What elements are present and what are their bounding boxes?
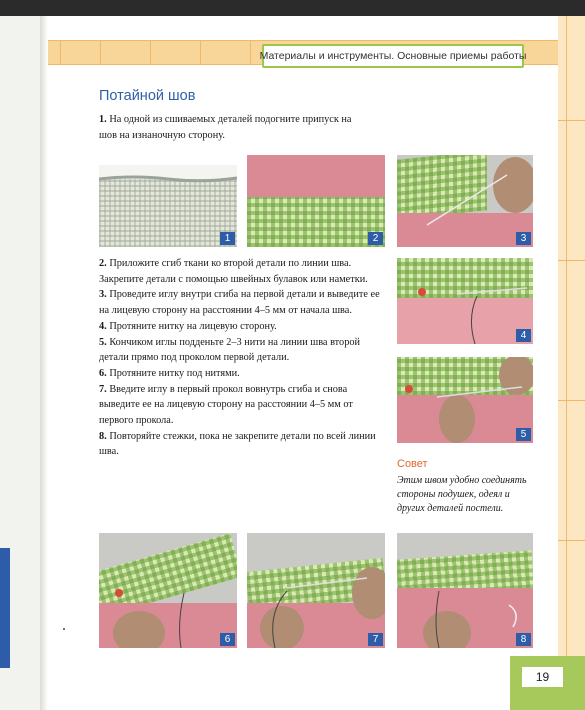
top-edge xyxy=(0,0,585,16)
grid-line xyxy=(566,16,567,656)
photo-1 xyxy=(99,165,237,247)
step-1 xyxy=(99,112,369,143)
step-number: 1. xyxy=(99,114,107,125)
step-number: 8. xyxy=(99,430,107,442)
photo-8 xyxy=(397,533,533,648)
step-text: Протяните нитку под нитями. xyxy=(109,367,240,379)
grid-line xyxy=(60,40,61,64)
tip-title: Совет xyxy=(397,458,428,470)
step-number: 4. xyxy=(99,320,107,332)
step-7 xyxy=(99,382,384,429)
grid-line xyxy=(558,120,585,121)
photo-2 xyxy=(247,155,385,247)
photo-3 xyxy=(397,155,533,247)
steps-list xyxy=(99,256,384,460)
step-text: Введите иглу в первый прокол вовнутрь сгиба и снова выведите ее на лицевую сторону на расстоянии 4–5 мм от первого прокола. xyxy=(99,383,353,427)
step-number: 3. xyxy=(99,289,107,301)
step-2 xyxy=(99,256,384,287)
left-page-edge xyxy=(0,16,47,710)
print-speck xyxy=(63,628,65,630)
photo-7 xyxy=(247,533,385,648)
step-text: На одной из сшиваемых деталей подогните припуск на шов на изнаночную сторону. xyxy=(99,114,352,141)
page-number: 19 xyxy=(522,667,563,687)
photo-number-badge: 1 xyxy=(220,232,235,245)
grid-line xyxy=(558,540,585,541)
photo-number-badge: 8 xyxy=(516,633,531,646)
step-text: Кончиком иглы подденьте 2–3 нити на линии шва второй детали прямо под проколом первой детали. xyxy=(99,336,361,364)
tip-text: Этим швом удобно соединять стороны подушек, одеял и других деталей постели. xyxy=(397,475,527,514)
step-number: 5. xyxy=(99,336,107,348)
step-text: Проведите иглу внутри сгиба на первой детали и выведите ее на лицевую сторону на расстоянии 4–5 мм от начала шва. xyxy=(99,289,380,317)
photo-6 xyxy=(99,533,237,648)
step-6 xyxy=(99,366,384,382)
grid-line xyxy=(46,40,558,41)
step-text: Повторяйте стежки, пока не закрепите детали по всей линии шва. xyxy=(99,430,376,458)
photo-4 xyxy=(397,258,533,344)
grid-line xyxy=(150,40,151,64)
step-5 xyxy=(99,335,384,366)
grid-line xyxy=(558,260,585,261)
step-text: Протяните нитку на лицевую сторону. xyxy=(109,320,277,332)
step-number: 6. xyxy=(99,367,107,379)
left-page-badge xyxy=(0,548,10,668)
photo-number-badge: 4 xyxy=(516,329,531,342)
step-number: 2. xyxy=(99,258,107,269)
section-title: Материалы и инструменты. Основные приемы работы xyxy=(259,50,527,62)
photo-5 xyxy=(397,357,533,443)
grid-line xyxy=(100,40,101,64)
step-number: 7. xyxy=(99,383,107,395)
grid-line xyxy=(250,40,251,64)
photo-number-badge: 5 xyxy=(516,428,531,441)
step-8 xyxy=(99,429,384,460)
step-3 xyxy=(99,287,384,318)
grid-line xyxy=(200,40,201,64)
page-title: Потайной шов xyxy=(99,88,196,104)
step-text: Приложите сгиб ткани ко второй детали по линии шва. Закрепите детали с помощью швейных булавок или наметки. xyxy=(99,258,368,285)
grid-line xyxy=(558,400,585,401)
photo-number-badge: 3 xyxy=(516,232,531,245)
section-header xyxy=(259,44,527,68)
photo-number-badge: 7 xyxy=(368,633,383,646)
step-4 xyxy=(99,319,384,335)
photo-number-badge: 6 xyxy=(220,633,235,646)
photo-number-badge: 2 xyxy=(368,232,383,245)
